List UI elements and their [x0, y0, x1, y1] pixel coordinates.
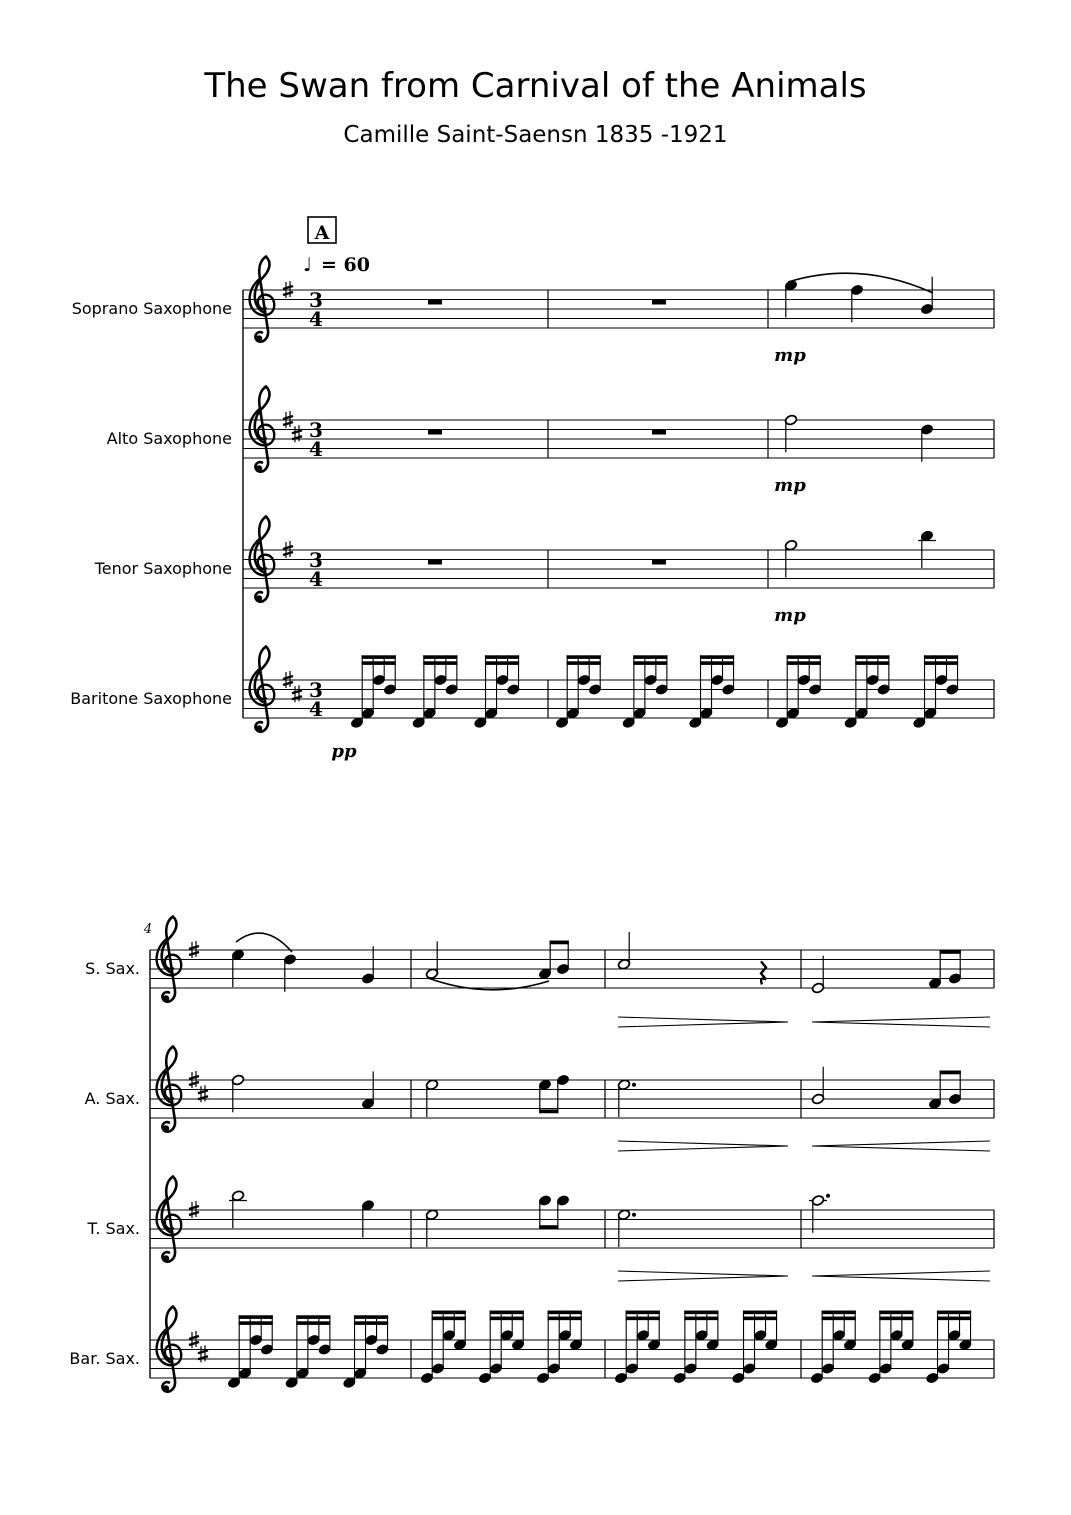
composer-credit: Camille Saint-Saensn 1835 -1921 — [343, 122, 728, 148]
augmentation-dot — [826, 1194, 830, 1198]
beam — [937, 1311, 971, 1315]
beam — [485, 661, 519, 665]
beam — [432, 1311, 466, 1315]
beam — [700, 655, 734, 659]
dynamic-mp: mp — [774, 605, 806, 626]
rehearsal-mark: A — [314, 222, 330, 244]
beam — [485, 655, 519, 659]
crescendo-hairpin — [812, 1146, 990, 1151]
crescendo-hairpin — [812, 1017, 990, 1022]
instrument-name: Baritone Saxophone — [70, 689, 232, 708]
instrument-short-name: Bar. Sax. — [69, 1349, 140, 1368]
beam — [940, 1071, 961, 1075]
time-signature-bottom: 4 — [309, 437, 323, 461]
crescendo-hairpin — [812, 1141, 990, 1146]
beam — [787, 655, 821, 659]
beam — [626, 1311, 660, 1315]
crescendo-hairpin — [812, 1022, 990, 1027]
beam — [239, 1321, 273, 1325]
whole-rest — [652, 430, 666, 435]
time-signature-top: 3 — [309, 678, 323, 702]
beam — [296, 1315, 330, 1319]
beam — [743, 1311, 777, 1315]
instrument-short-name: S. Sax. — [85, 959, 140, 978]
beam — [684, 1311, 718, 1315]
tempo-marking: = 60 — [321, 254, 370, 276]
beam — [822, 1311, 856, 1315]
instrument-name: Soprano Saxophone — [71, 299, 232, 318]
beam — [743, 1317, 777, 1321]
beam — [940, 950, 961, 954]
instrument-name: Tenor Saxophone — [94, 559, 232, 578]
whole-rest — [428, 300, 442, 305]
dynamic-mp: mp — [774, 475, 806, 496]
beam — [423, 661, 457, 665]
crescendo-hairpin — [812, 1271, 990, 1276]
beam — [855, 655, 889, 659]
instrument-name: Alto Saxophone — [106, 429, 232, 448]
beam — [787, 661, 821, 665]
key-signature-sharp — [198, 1345, 208, 1362]
time-signature-bottom: 4 — [309, 307, 323, 331]
beam — [879, 1311, 913, 1315]
augmentation-dot — [632, 1083, 636, 1087]
beam — [423, 655, 457, 659]
whole-rest — [428, 560, 442, 565]
key-signature-sharp — [198, 1085, 208, 1102]
beam — [822, 1317, 856, 1321]
beam — [567, 655, 601, 659]
beam — [432, 1317, 466, 1321]
augmentation-dot — [632, 1213, 636, 1217]
beam — [362, 661, 396, 665]
beam — [924, 655, 958, 659]
beam — [626, 1317, 660, 1321]
beam — [700, 661, 734, 665]
whole-rest — [428, 430, 442, 435]
beam — [539, 1109, 558, 1113]
beam — [239, 1315, 273, 1319]
instrument-short-name: T. Sax. — [87, 1219, 140, 1238]
decrescendo-hairpin — [618, 1017, 788, 1022]
slur — [236, 933, 292, 952]
beam — [354, 1321, 388, 1325]
decrescendo-hairpin — [618, 1146, 788, 1151]
whole-rest — [652, 300, 666, 305]
score-title: The Swan from Carnival of the Animals — [204, 66, 867, 106]
beam — [354, 1315, 388, 1319]
measure-number: 4 — [143, 922, 153, 937]
decrescendo-hairpin — [618, 1276, 788, 1281]
beam — [924, 661, 958, 665]
beam — [937, 1317, 971, 1321]
beam — [633, 661, 667, 665]
beam — [633, 655, 667, 659]
quarter-rest — [761, 961, 766, 984]
time-signature-bottom: 4 — [309, 567, 323, 591]
crescendo-hairpin — [812, 1276, 990, 1281]
beam — [362, 655, 396, 659]
dynamic-pp: pp — [331, 741, 357, 762]
decrescendo-hairpin — [618, 1022, 788, 1027]
beam — [296, 1321, 330, 1325]
instrument-short-name: A. Sax. — [84, 1089, 140, 1108]
beam — [548, 1317, 582, 1321]
dynamic-mp: mp — [774, 345, 806, 366]
beam — [855, 661, 889, 665]
beam — [879, 1317, 913, 1321]
beam — [684, 1317, 718, 1321]
beam — [539, 1225, 558, 1229]
beam — [490, 1311, 524, 1315]
beam — [567, 661, 601, 665]
time-signature-bottom: 4 — [309, 697, 323, 721]
beam — [490, 1317, 524, 1321]
time-signature-top: 3 — [309, 418, 323, 442]
time-signature-top: 3 — [309, 288, 323, 312]
tempo-note-symbol: ♩ — [303, 254, 312, 276]
whole-rest — [652, 560, 666, 565]
key-signature-sharp — [292, 425, 302, 442]
decrescendo-hairpin — [618, 1271, 788, 1276]
decrescendo-hairpin — [618, 1141, 788, 1146]
beam — [550, 941, 569, 945]
time-signature-top: 3 — [309, 548, 323, 572]
key-signature-sharp — [292, 685, 302, 702]
beam — [548, 1311, 582, 1315]
